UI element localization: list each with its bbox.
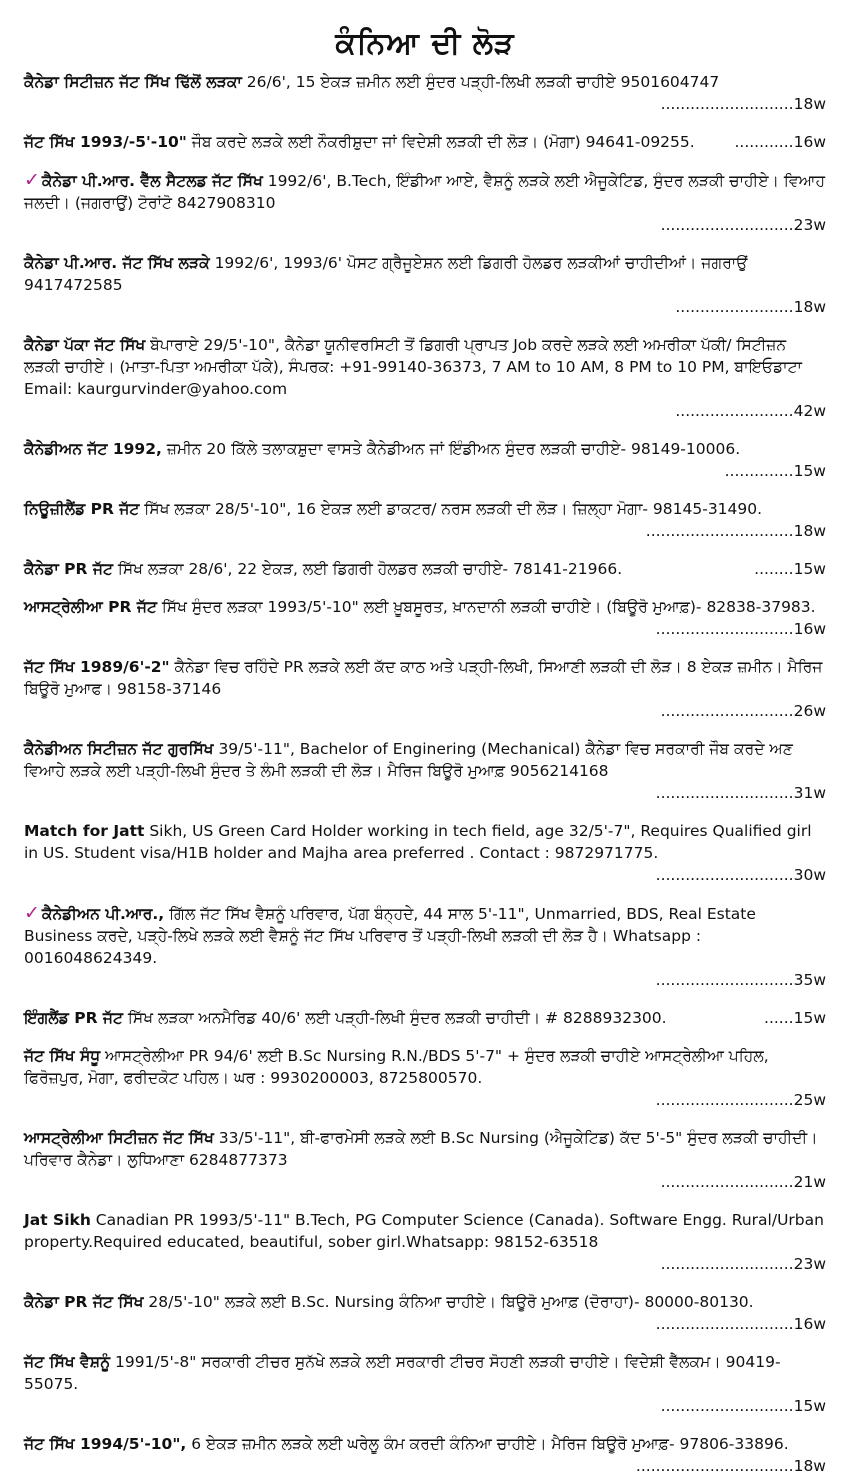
ad-headline: ਜੱਟ ਸਿੱਖ 1994/5'-10",: [24, 1435, 187, 1453]
ad-text: [24, 131, 724, 153]
classified-ad: [24, 656, 826, 722]
classified-ad: [24, 596, 826, 640]
ad-description: ਜੌਬ ਕਰਦੇ ਲੜਕੇ ਲਈ ਨੌਕਰੀਸ਼ੁਦਾ ਜਾਂ ਵਿਦੇਸ਼ੀ ਲੜਕੀ ਦੀ ਲੋੜ। (ਮੋਗਾ) 94641-09255.: [186, 133, 695, 151]
ad-rate: ......15w: [764, 1009, 826, 1027]
ad-description: 1992/6', 1993/6' ਪੋਸਟ ਗ੍ਰੈਜੂਏਸ਼ਨ ਲਈ ਡਿਗਰੀ ਹੋਲਡਰ ਲੜਕੀਆਂ ਚਾਹੀਦੀਆਂ। ਜਗਰਾਉਂ 9417472585: [24, 254, 748, 294]
ad-description: ਬੋਪਾਰਾਏ 29/5'-10", ਕੈਨੇਡਾ ਯੂਨੀਵਰਸਿਟੀ ਤੋਂ ਡਿਗਰੀ ਪ੍ਰਾਪਤ Job ਕਰਦੇ ਲੜਕੇ ਲਈ ਅਮਰੀਕਾ ਪੱਕੀ/ ਸਿਟੀਜ਼ਨ ਲੜਕੀ ਚਾਹੀਏ। (ਮਾਤਾ-ਪਿਤਾ ਅਮਰੀਕਾ ਪੱਕੇ), ਸੰਪਰਕ: +91-99140-36373, 7 AM to 10 AM, 8 PM to 10 PM, ਬਾਇਓਡਾਟਾ Email: kaurgurvinder@yahoo.com: [24, 336, 802, 398]
ad-description: ਕੈਨੇਡਾ ਵਿਚ ਰਹਿੰਦੇ PR ਲੜਕੇ ਲਈ ਕੱਦ ਕਾਠ ਅਤੇ ਪੜ੍ਹੀ-ਲਿਖੀ, ਸਿਆਣੀ ਲੜਕੀ ਦੀ ਲੋੜ। 8 ਏਕੜ ਜ਼ਮੀਨ। ਮੈਰਿਜ ਬਿਊਰੋ ਮੁਆਫ। 98158-37146: [24, 658, 823, 698]
ad-text: [24, 1045, 826, 1089]
ad-text: [24, 1127, 826, 1171]
classified-ad: [24, 169, 826, 236]
ad-headline: ਕੈਨੇਡੀਅਨ ਪੀ.ਆਰ.,: [41, 905, 165, 923]
ad-rate: ........................42w: [675, 402, 826, 420]
ad-rate: ................................18w: [635, 1457, 826, 1475]
ad-headline: ਜੱਟ ਸਿੱਖ ਸੰਧੂ: [24, 1047, 101, 1065]
checkmark-icon: ✓: [24, 902, 40, 924]
classified-ad: [24, 1127, 826, 1193]
ad-description: ਸਿੱਖ ਸੁੰਦਰ ਲੜਕਾ 1993/5'-10" ਲਈ ਖ਼ੂਬਸੂਰਤ, ਖ਼ਾਨਦਾਨੀ ਲੜਕੀ ਚਾਹੀਏ। (ਬਿਊਰੋ ਮੁਆਫ਼)- 82838-37983.: [156, 598, 816, 616]
ad-text: [24, 596, 826, 618]
ad-rate: ...........................23w: [660, 216, 826, 234]
ad-description: Sikh, US Green Card Holder working in tech field, age 32/5'-7", Requires Qualified girl in US. Student visa/H1B holder and Majha area preferred . Contact : 9872971775.: [24, 822, 812, 862]
ad-text: [24, 71, 826, 93]
ad-text: [24, 1291, 826, 1313]
ad-headline: ਜੱਟ ਸਿੱਖ 1993/-5'-10": [24, 133, 187, 151]
classified-ad: [24, 1209, 826, 1275]
ad-text: [24, 438, 826, 460]
ad-text: [24, 902, 826, 969]
ad-rate: ...........................21w: [660, 1173, 826, 1191]
classified-ad: [24, 71, 826, 115]
ad-rate: ............................16w: [655, 1315, 826, 1333]
ad-rate: ............................35w: [655, 971, 826, 989]
classified-ad: [24, 902, 826, 991]
ad-description: ਸਿੱਖ ਲੜਕਾ 28/5'-10", 16 ਏਕੜ ਲਈ ਡਾਕਟਰ/ ਨਰਸ ਲੜਕੀ ਦੀ ਲੋੜ। ਜ਼ਿਲ੍ਹਾ ਮੋਗਾ- 98145-31490.: [139, 500, 763, 518]
ad-text: [24, 1433, 826, 1455]
ad-headline: ਆਸਟ੍ਰੇਲੀਆ ਸਿਟੀਜ਼ਨ ਜੱਟ ਸਿੱਖ: [24, 1129, 214, 1147]
ad-text: [24, 820, 826, 864]
ad-text: [24, 1007, 754, 1029]
ad-rate: ........15w: [754, 560, 826, 578]
ad-description: 6 ਏਕੜ ਜ਼ਮੀਨ ਲੜਕੇ ਲਈ ਘਰੇਲੂ ਕੰਮ ਕਰਦੀ ਕੰਨਿਆ ਚਾਹੀਏ। ਮੈਰਿਜ ਬਿਊਰੋ ਮੁਆਫ਼- 97806-33896.: [186, 1435, 789, 1453]
ad-headline: ਕੈਨੇਡੀਅਨ ਜੱਟ 1992,: [24, 440, 162, 458]
ad-text: [24, 558, 744, 580]
classified-ad: [24, 334, 826, 422]
ad-headline: ਕੈਨੇਡਾ ਪੱਕਾ ਜੱਟ ਸਿੱਖ: [24, 336, 146, 354]
ad-rate: ..............................18w: [645, 522, 826, 540]
ad-description: ਸਿੱਖ ਲੜਕਾ 28/6', 22 ਏਕੜ, ਲਈ ਡਿਗਰੀ ਹੋਲਡਰ ਲੜਕੀ ਚਾਹੀਏ- 78141-21966.: [112, 560, 623, 578]
ad-rate: ............................25w: [655, 1091, 826, 1109]
classified-ad: [24, 738, 826, 804]
ad-text: [24, 169, 826, 214]
page-title: ਕੰਨਿਆ ਦੀ ਲੋੜ: [335, 26, 515, 61]
ad-text: [24, 1209, 826, 1253]
ad-description: 1992/6', B.Tech, ਇੰਡੀਆ ਆਏ, ਵੈਸ਼ਨੂੰ ਲੜਕੇ ਲਈ ਐਜੂਕੇਟਿਡ, ਸੁੰਦਰ ਲੜਕੀ ਚਾਹੀਏ। ਵਿਆਹ ਜਲਦੀ। (ਜਗਰਾਉਂ) ਟੋਰਾਂਟੋ 8427908310: [24, 172, 825, 212]
ad-headline: ਕੈਨੇਡਾ ਸਿਟੀਜ਼ਨ ਜੱਟ ਸਿੱਖ ਢਿੱਲੋਂ ਲੜਕਾ: [24, 73, 242, 91]
classified-ad: [24, 1433, 826, 1477]
ad-text: [24, 656, 826, 700]
classified-ad: [24, 131, 826, 153]
ad-headline: ਕੈਨੇਡੀਅਨ ਸਿਟੀਜ਼ਨ ਜੱਟ ਗੁਰਸਿੱਖ: [24, 740, 214, 758]
ad-rate: ............................30w: [655, 866, 826, 884]
ad-headline: ਕੈਨੇਡਾ PR ਜੱਟ: [24, 560, 113, 578]
ad-description: 26/6', 15 ਏਕੜ ਜ਼ਮੀਨ ਲਈ ਸੁੰਦਰ ਪੜ੍ਹੀ-ਲਿਖੀ ਲੜਕੀ ਚਾਹੀਏ 9501604747: [241, 73, 720, 91]
classified-ad: [24, 438, 826, 482]
checkmark-icon: ✓: [24, 169, 40, 191]
ad-text: [24, 334, 826, 400]
classified-ad: [24, 1007, 826, 1029]
ad-description: 39/5'-11", Bachelor of Enginering (Mechanical) ਕੈਨੇਡਾ ਵਿਚ ਸਰਕਾਰੀ ਜੌਬ ਕਰਦੇ ਅਣ ਵਿਆਹੇ ਲੜਕੇ ਲਈ ਪੜ੍ਹੀ-ਲਿਖੀ ਸੁੰਦਰ ਤੇ ਲੰਮੀ ਲੜਕੀ ਦੀ ਲੋੜ। ਮੈਰਿਜ ਬਿਊਰੋ ਮੁਆਫ਼ 9056214168: [24, 740, 793, 780]
ad-text: [24, 1351, 826, 1395]
ad-headline: ਨਿਊਜ਼ੀਲੈਂਡ PR ਜੱਟ: [24, 500, 140, 518]
ad-description: 28/5'-10" ਲੜਕੇ ਲਈ B.Sc. Nursing ਕੰਨਿਆ ਚਾਹੀਏ। ਬਿਊਰੋ ਮੁਆਫ਼ (ਦੋਰਾਹਾ)- 80000-80130.: [143, 1293, 754, 1311]
ad-description: ਆਸਟ੍ਰੇਲੀਆ PR 94/6' ਲਈ B.Sc Nursing R.N./BDS 5'-7" + ਸੁੰਦਰ ਲੜਕੀ ਚਾਹੀਏ ਆਸਟ੍ਰੇਲੀਆ ਪਹਿਲ, ਫਿਰੋਜ਼ਪੁਰ, ਮੋਗਾ, ਫਰੀਦਕੋਟ ਪਹਿਲ। ਘਰ : 9930200003, 8725800570.: [24, 1047, 769, 1087]
ad-rate: ...........................26w: [660, 702, 826, 720]
classified-ad: [24, 1351, 826, 1417]
classified-ad: [24, 1045, 826, 1111]
classified-ad: [24, 820, 826, 886]
classified-ad: [24, 558, 826, 580]
ad-description: ਗਿੱਲ ਜੱਟ ਸਿੱਖ ਵੈਸ਼ਨੂੰ ਪਰਿਵਾਰ, ਪੱਗ ਬੰਨ੍ਹਦੇ, 44 ਸਾਲ 5'-11", Unmarried, BDS, Real Estate Business ਕਰਦੇ, ਪੜ੍ਹੇ-ਲਿਖੇ ਲੜਕੇ ਲਈ ਵੈਸ਼ਨੂੰ ਜੱਟ ਸਿੱਖ ਪਰਿਵਾਰ ਤੋਂ ਪੜ੍ਹੀ-ਲਿਖੀ ਲੜਕੀ ਦੀ ਲੋੜ ਹੈ। Whatsapp : 0016048624349.: [24, 905, 756, 967]
ads-list: [24, 71, 826, 1477]
ad-headline: ਕੈਨੇਡਾ ਪੀ.ਆਰ. ਵੈੱਲ ਸੈਟਲਡ ਜੱਟ ਸਿੱਖ: [41, 172, 263, 190]
ad-rate: ...........................23w: [660, 1255, 826, 1273]
ad-headline: ਕੈਨੇਡਾ ਪੀ.ਆਰ. ਜੱਟ ਸਿੱਖ ਲੜਕੇ: [24, 254, 210, 272]
ad-headline: ਇੰਗਲੈਂਡ PR ਜੱਟ: [24, 1009, 123, 1027]
ad-rate: ............................31w: [655, 784, 826, 802]
ad-rate: ............16w: [734, 133, 826, 151]
ad-rate: ...........................18w: [660, 95, 826, 113]
classified-ad: [24, 498, 826, 542]
ad-rate: ........................18w: [675, 298, 826, 316]
ad-description: Canadian PR 1993/5'-11" B.Tech, PG Computer Science (Canada). Software Engg. Rural/Urban property.Required educated, beautiful, sober girl.Whatsapp: 98152-63518: [24, 1211, 824, 1251]
ad-headline: ਜੱਟ ਸਿੱਖ ਵੈਸ਼ਨੂੰ: [24, 1353, 111, 1371]
ad-text: [24, 252, 826, 296]
ad-text: [24, 498, 826, 520]
ad-rate: ...........................15w: [660, 1397, 826, 1415]
ad-rate: ............................16w: [655, 620, 826, 638]
ad-description: ਸਿੱਖ ਲੜਕਾ ਅਨਮੈਰਿਡ 40/6' ਲਈ ਪੜ੍ਹੀ-ਲਿਖੀ ਸੁੰਦਰ ਲੜਕੀ ਚਾਹੀਦੀ। # 8288932300.: [122, 1009, 667, 1027]
ad-headline: ਜੱਟ ਸਿੱਖ 1989/6'-2": [24, 658, 170, 676]
ad-headline: ਕੈਨੇਡਾ PR ਜੱਟ ਸਿੱਖ: [24, 1293, 144, 1311]
ad-headline: Match for Jatt: [24, 822, 145, 840]
classified-ad: [24, 252, 826, 318]
ad-description: 33/5'-11", ਬੀ-ਫਾਰਮੇਸੀ ਲੜਕੇ ਲਈ B.Sc Nursing (ਐਜੂਕੇਟਿਡ) ਕੱਦ 5'-5" ਸੁੰਦਰ ਲੜਕੀ ਚਾਹੀਦੀ। ਪਰਿਵਾਰ ਕੈਨੇਡਾ। ਲੁਧਿਆਣਾ 6284877373: [24, 1129, 818, 1169]
ad-rate: ..............15w: [724, 462, 826, 480]
ad-headline: Jat Sikh: [24, 1211, 91, 1229]
ad-description: ਜ਼ਮੀਨ 20 ਕਿੱਲੇ ਤਲਾਕਸ਼ੁਦਾ ਵਾਸਤੇ ਕੈਨੇਡੀਅਨ ਜਾਂ ਇੰਡੀਅਨ ਸੁੰਦਰ ਲੜਕੀ ਚਾਹੀਏ- 98149-10006.: [161, 440, 741, 458]
ad-text: [24, 738, 826, 782]
ad-headline: ਆਸਟ੍ਰੇਲੀਆ PR ਜੱਟ: [24, 598, 157, 616]
classified-ad: [24, 1291, 826, 1335]
ad-description: 1991/5'-8" ਸਰਕਾਰੀ ਟੀਚਰ ਸੁਨੱਖੇ ਲੜਕੇ ਲਈ ਸਰਕਾਰੀ ਟੀਚਰ ਸੋਹਣੀ ਲੜਕੀ ਚਾਹੀਏ। ਵਿਦੇਸ਼ੀ ਵੈੱਲਕਮ। 90419-55075.: [24, 1353, 781, 1393]
